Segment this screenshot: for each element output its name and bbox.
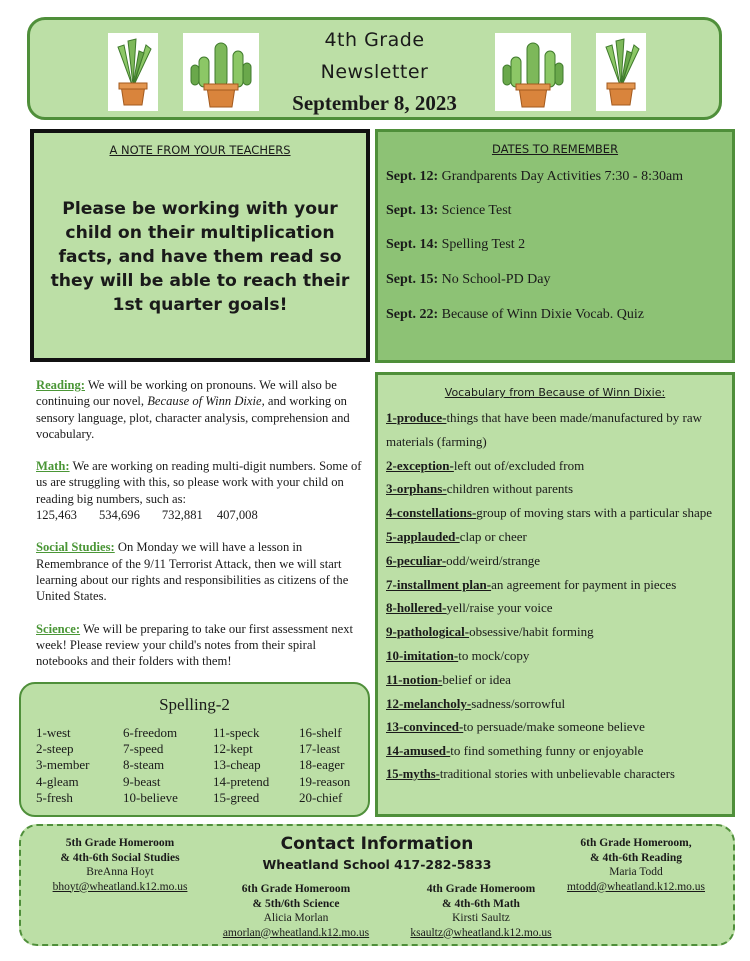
spelling-title: Spelling-2 (159, 695, 230, 714)
vocab-term: 12-melancholy- (386, 695, 472, 711)
math-numbers (36, 507, 366, 523)
vocab-term: 11-notion- (386, 671, 443, 687)
date-event: Spelling Test 2 (441, 237, 526, 252)
teacher-note-body: Please be working with your child on their multiplication facts, and have them read so they will be able to reach their 1st quarter goals! (50, 199, 350, 315)
vocab-definition: to find something funny or enjoyable (450, 743, 644, 759)
vocab-definition: odd/weird/strange (446, 552, 541, 568)
vocab-item (386, 668, 726, 692)
vocab-item (386, 573, 726, 597)
teacher-email-link[interactable]: mtodd@wheatland.k12.mo.us (566, 880, 706, 893)
vocab-item (386, 692, 726, 716)
vocab-definition: to persuade/make someone believe (463, 719, 645, 735)
teacher-role: 4th Grade Homeroom (426, 883, 536, 895)
vocab-term: 15-myths- (386, 766, 440, 781)
social-studies-paragraph (36, 539, 366, 604)
spelling-word: 14-pretend (213, 773, 270, 789)
spelling-word: 4-gleam (36, 773, 79, 789)
vocab-item (386, 406, 726, 454)
teacher-role: & 4th-6th Social Studies (60, 851, 180, 864)
vocab-definition: sadness/sorrowful (471, 695, 566, 711)
newsletter-title-line2: Newsletter (320, 61, 429, 83)
date-item (386, 307, 644, 323)
vocab-term: 2-exception- (386, 457, 454, 473)
vocab-definition: obsessive/habit forming (469, 624, 594, 640)
science-label: Science: (36, 621, 81, 636)
vocabulary-heading: Vocabulary from Because of Winn Dixie: (444, 386, 666, 399)
reading-label: Reading: (36, 378, 85, 392)
vocab-item (386, 644, 726, 668)
spelling-box (19, 682, 370, 817)
spelling-word: 2-steep (36, 741, 74, 757)
vocab-item (386, 477, 726, 501)
science-paragraph (36, 621, 366, 670)
date-event: No School-PD Day (441, 272, 551, 287)
math-number: 732,881 (161, 508, 203, 523)
vocab-term: 3-orphans- (386, 481, 447, 497)
teacher-contact (35, 836, 205, 894)
newsletter-title-line1: 4th Grade (324, 29, 425, 51)
spelling-word: 20-chief (299, 789, 343, 805)
subjects-column (36, 377, 366, 685)
math-number: 407,008 (216, 508, 258, 523)
spelling-column (36, 725, 89, 806)
teacher-name: BreAnna Hoyt (86, 866, 154, 878)
vocabulary-list (386, 406, 726, 787)
vocab-term: 13-convinced- (386, 719, 464, 735)
vocab-item (386, 454, 726, 478)
spelling-word: 9-beast (123, 773, 161, 789)
spelling-word: 18-eager (299, 757, 345, 773)
teacher-name: Maria Todd (609, 866, 663, 878)
vocab-term: 5-applauded- (386, 528, 460, 544)
date-event: Science Test (441, 203, 512, 218)
spelling-word: 1-west (36, 725, 71, 740)
school-phone: Wheatland School 417-282-5833 (262, 857, 492, 872)
vocab-definition: things that have been made/manufactured by raw materials (farming) (386, 410, 703, 449)
vocab-definition: left out of/excluded from (453, 457, 585, 473)
spelling-word: 12-kept (213, 741, 253, 757)
spelling-word: 19-reason (299, 773, 351, 789)
social-studies-label: Social Studies: (36, 540, 115, 555)
vocab-definition: group of moving stars with a particular shape (476, 505, 713, 521)
vocab-term: 14-amused- (386, 743, 451, 759)
spelling-word: 3-member (36, 757, 90, 773)
social-studies-text: On Monday we will have a lesson in Remembrance of the 9/11 Terrorist Attack, then we will start learning about our rights and responsibilities as citizens of the United States. (36, 540, 349, 604)
teacher-contact (201, 882, 391, 940)
math-label: Math: (36, 459, 70, 474)
contact-title: Contact Information (280, 834, 474, 854)
vocab-definition: yell/raise your voice (446, 600, 553, 616)
teacher-role: & 5th/6th Science (252, 897, 340, 910)
vocab-definition: belief or idea (442, 671, 511, 687)
teacher-email-link[interactable]: amorlan@wheatland.k12.mo.us (222, 926, 370, 939)
vocab-term: 7-installment plan- (386, 576, 492, 592)
vocab-term: 10-imitation- (386, 647, 459, 663)
spelling-word: 10-believe (123, 789, 178, 805)
dates-to-remember-box (375, 129, 735, 363)
date-label: Sept. 12: (386, 169, 439, 184)
date-label: Sept. 22: (386, 307, 439, 322)
teacher-contact (393, 882, 569, 940)
vocab-item (386, 501, 726, 525)
reading-text: We will be working on pronouns. We will also be continuing our novel, (36, 378, 337, 409)
teacher-name: Alicia Morlan (263, 912, 329, 924)
teacher-role: 6th Grade Homeroom, (580, 837, 692, 849)
math-paragraph (36, 458, 366, 507)
vocab-item (386, 739, 726, 763)
teacher-note-heading: A NOTE FROM YOUR TEACHERS (109, 143, 291, 157)
newsletter-header (27, 17, 722, 120)
teacher-role: 5th Grade Homeroom (65, 837, 175, 849)
teacher-role: & 4th-6th Math (442, 897, 520, 910)
spelling-word: 13-cheap (213, 757, 261, 773)
teacher-name: Kirsti Saultz (452, 912, 510, 924)
vocab-definition: clap or cheer (459, 528, 527, 544)
date-item (386, 169, 683, 185)
teacher-email-link[interactable]: ksaultz@wheatland.k12.mo.us (410, 926, 552, 939)
math-number: 125,463 (36, 508, 77, 523)
spelling-word: 11-speck (213, 725, 260, 740)
teacher-role: 6th Grade Homeroom (241, 883, 351, 895)
spelling-word: 7-speed (123, 741, 164, 757)
vocab-item (386, 620, 726, 644)
spelling-word: 16-shelf (299, 725, 342, 740)
date-item (386, 203, 512, 219)
spelling-word: 17-least (299, 741, 341, 757)
math-number: 534,696 (98, 508, 140, 523)
date-label: Sept. 14: (386, 237, 439, 252)
teacher-email-link[interactable]: bhoyt@wheatland.k12.mo.us (52, 880, 188, 893)
dates-heading: DATES TO REMEMBER (491, 142, 619, 156)
vocab-item (386, 549, 726, 573)
newsletter-date: September 8, 2023 (292, 91, 457, 115)
vocab-item (386, 715, 726, 739)
spelling-word: 5-fresh (36, 789, 73, 805)
reading-text: and working on sensory language, plot, character analysis, comprehension and vocabulary. (36, 394, 350, 441)
spelling-word: 15-greed (213, 789, 260, 805)
science-text: We will be preparing to take our first assessment next week! Please review your child's notes from their spiral notebooks and their folders with them! (36, 621, 354, 669)
vocab-item (386, 763, 726, 787)
vocab-term: 6-peculiar- (386, 552, 447, 568)
reading-paragraph (36, 377, 366, 442)
spelling-word: 8-steam (123, 757, 165, 773)
vocab-definition: to mock/copy (458, 647, 530, 663)
vocabulary-box (375, 372, 735, 817)
vocab-term: 4-constellations- (386, 505, 477, 521)
novel-title: Because of Winn Dixie, (147, 394, 265, 409)
date-event: Because of Winn Dixie Vocab. Quiz (441, 307, 645, 322)
date-event: Grandparents Day Activities 7:30 - 8:30am (441, 169, 684, 184)
spelling-column (213, 725, 269, 806)
vocab-definition: an agreement for payment in pieces (491, 576, 677, 592)
vocab-item (386, 525, 726, 549)
teacher-role: & 4th-6th Reading (589, 851, 682, 864)
spelling-column (123, 725, 178, 806)
spelling-column (299, 725, 350, 806)
date-item (386, 237, 525, 253)
vocab-term: 8-hollered- (386, 600, 447, 616)
vocab-term: 9-pathological- (386, 624, 470, 640)
date-label: Sept. 15: (386, 272, 439, 287)
spelling-word: 6-freedom (123, 725, 178, 740)
vocab-item (386, 596, 726, 620)
teacher-note-box (30, 129, 370, 362)
teacher-contact (551, 836, 721, 894)
date-item (386, 272, 551, 288)
date-label: Sept. 13: (386, 203, 439, 218)
vocab-definition: traditional stories with unbelievable characters (439, 766, 675, 781)
math-text: We are working on reading multi-digit numbers. Some of us are struggling with this, so please work with your child on reading big numbers, such as: (36, 459, 362, 506)
vocab-term: 1-produce- (386, 410, 447, 425)
vocab-definition: children without parents (446, 481, 574, 497)
contact-information-box (19, 824, 735, 946)
